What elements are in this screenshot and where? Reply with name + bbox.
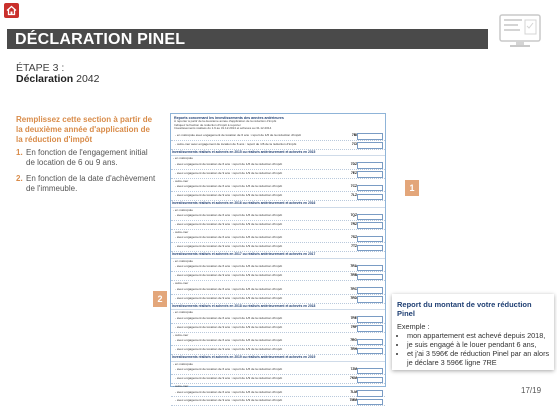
form-section-title: Investissements réalisés et achevés en 2015 ou réalisés antérieurement et achevés en 2015: [171, 150, 385, 157]
amount-input-box[interactable]: [357, 316, 383, 323]
form-group-label: - en métropole: [173, 361, 193, 366]
instructions-intro: Remplissez cette section à partir de la deuxième année d'application de la réduction d'impôt: [16, 115, 153, 144]
form-row-code: 7JM: [350, 367, 357, 372]
form-row: [171, 346, 385, 355]
form-row-code: 7EZ: [350, 170, 357, 175]
form-row-label: - avec engagement de location de 6 ans : report de 1/6 de la réduction d'impôt: [175, 315, 283, 320]
form-subheading: Indiquez la fraction de réduction d'impôt à reporter: [174, 122, 241, 127]
form-row: [171, 389, 385, 398]
form-row-code: 7MM: [349, 398, 357, 403]
amount-input-box[interactable]: [357, 133, 383, 140]
form-row-code: 7LZ: [351, 193, 357, 198]
form-row-code: 7LM: [350, 389, 357, 394]
amount-input-box[interactable]: [357, 339, 383, 346]
form-row: [171, 132, 385, 141]
instructions-list: [16, 148, 156, 200]
form-row: [171, 234, 385, 243]
amount-input-box[interactable]: [357, 287, 383, 294]
form-row: [171, 295, 385, 304]
form-row-label: - avec engagement de location de 9 ans : report de 1/9 de la réduction d'impôt: [175, 347, 283, 352]
form-row: [171, 397, 385, 406]
list-item: [16, 174, 156, 194]
list-item-number: 1.: [16, 148, 23, 157]
form-row: [171, 161, 385, 170]
page-title: DÉCLARATION PINEL: [15, 31, 186, 48]
form-row: [171, 286, 385, 295]
form-group-label: - outre-mer: [173, 332, 189, 337]
form-row: [171, 337, 385, 346]
amount-input-box[interactable]: [357, 390, 383, 397]
callout-intro: Exemple :: [397, 322, 430, 331]
page-number: 17/19: [521, 386, 542, 395]
form-section-title: Investissements réalisés et achevés en 2017 ou réalisés antérieurement et achevés en 2017: [171, 252, 385, 259]
form-group-label: - outre-mer: [173, 178, 189, 183]
amount-input-box[interactable]: [357, 171, 383, 178]
callout-bullet: • et j'ai 3 596€ de réduction Pinel par an alors je déclare 3 596€ ligne 7RE: [407, 349, 550, 367]
form-row-label: - avec engagement de location de 6 ans : report de 1/6 de la réduction d'impôt: [175, 213, 283, 218]
callout-bullet: • mon appartement est achevé depuis 2018,: [407, 331, 550, 340]
list-item: [16, 148, 156, 168]
form-section-title: Investissements réalisés et achevés en 2019 ou réalisés antérieurement et achevés en 2019: [171, 355, 385, 362]
form-row-code: 7RA: [350, 264, 357, 269]
home-logo-icon[interactable]: [4, 3, 19, 18]
form-heading: Reports concernant les investissements des années antérieures: [174, 116, 284, 120]
form-row-code: 7RB: [350, 273, 357, 278]
form-group-label: - outre-mer: [173, 383, 189, 388]
form-row-code: 7BI: [351, 132, 357, 137]
step-badge-2: 2: [153, 291, 167, 307]
form-section-title: Investissements réalisés et achevés en 2018 ou réalisés antérieurement et achevés en 2018: [171, 304, 385, 311]
list-item-number: 2.: [16, 174, 23, 183]
form-row-label: - avec engagement de location de 9 ans : report de 1/9 de la réduction d'impôt: [175, 398, 283, 403]
form-row-code: 7RZ: [350, 221, 357, 226]
amount-input-box[interactable]: [357, 274, 383, 281]
form-row: [171, 263, 385, 272]
form-row-code: 7RE: [350, 315, 357, 320]
form-row: [171, 212, 385, 221]
form-row-label: - avec engagement de location de 9 ans : report de 1/9 de la réduction d'impôt: [175, 170, 283, 175]
form-row-label: - avec engagement de location de 9 ans : report de 1/9 de la réduction d'impôt: [175, 193, 283, 198]
tax-form-2042: [170, 113, 386, 403]
step-year: 2042: [76, 73, 100, 85]
form-row-code: 7SZ: [350, 235, 357, 240]
callout-list: [397, 331, 550, 367]
form-row-code: 7KM: [350, 376, 357, 381]
form-row-label: - avec engagement de location de 6 ans : report de 1/6 de la réduction d'impôt: [175, 264, 283, 269]
form-row-code: 7RD: [350, 295, 357, 300]
amount-input-box[interactable]: [357, 368, 383, 375]
list-item-text: En fonction de l'engagement initial de location de 6 ou 9 ans.: [26, 148, 148, 167]
form-group-label: - en métropole: [173, 156, 193, 161]
form-row-code: 7RC: [350, 286, 357, 291]
step-subtitle: [16, 73, 99, 85]
form-section-title: Investissements réalisés et achevés en 2016 ou réalisés antérieurement et achevés en 2016: [171, 201, 385, 208]
form-row: [171, 366, 385, 375]
form-row: [171, 375, 385, 384]
form-row: [171, 221, 385, 230]
form-subheading: Investissements réalisés du 1.9 au 31.12.2014 et achevés au 31.12.2014: [174, 126, 272, 131]
form-row-label: - avec engagement de location de 6 ans : report de 1/6 de la réduction d'impôt: [175, 184, 283, 189]
form-row-code: 7CI: [351, 141, 357, 146]
form-row-code: 7DZ: [350, 161, 357, 166]
form-row-code: 7TZ: [351, 244, 357, 249]
form-row-label: - avec engagement de location de 6 ans : report de 1/6 de la réduction d'impôt: [175, 161, 283, 166]
example-callout: [392, 294, 554, 370]
form-row-label: - avec engagement de location de 6 ans : report de 1/6 de la réduction d'impôt: [175, 338, 283, 343]
form-row-code: 7QZ: [350, 213, 357, 218]
form-row-label: - en métropole avec engagement de location de 6 ans : report de 1/6 de la réduction d'impôt: [175, 132, 301, 137]
form-group-label: - en métropole: [173, 207, 193, 212]
form-row: [171, 243, 385, 252]
step-badge-1: 1: [405, 180, 419, 196]
amount-input-box[interactable]: [357, 236, 383, 243]
form-row-label: - avec engagement de location de 9 ans : report de 1/9 de la réduction d'impôt: [175, 376, 283, 381]
form-row: [171, 272, 385, 281]
step-subtitle-bold: Déclaration: [16, 73, 74, 85]
form-row-label: - avec engagement de location de 9 ans : report de 1/9 de la réduction d'impôt: [175, 273, 283, 278]
amount-input-box[interactable]: [357, 325, 383, 332]
form-row: [171, 192, 385, 201]
amount-input-box[interactable]: [357, 185, 383, 192]
form-row-label: - avec engagement de location de 9 ans : report de 1/9 de la réduction d'impôt: [175, 324, 283, 329]
form-row-label: - avec engagement de location de 9 ans : report de 1/9 de la réduction d'impôt: [175, 244, 283, 249]
callout-body: [392, 320, 554, 367]
amount-input-box[interactable]: [357, 399, 383, 406]
form-row-label: - avec engagement de location de 9 ans : report de 1/9 de la réduction d'impôt: [175, 221, 283, 226]
form-body: [171, 132, 385, 406]
form-row: [171, 315, 385, 324]
amount-input-box[interactable]: [357, 214, 383, 221]
callout-bullet: • je suis engagé à le louer pendant 6 ans,: [407, 340, 550, 349]
form-group-label: - outre-mer: [173, 281, 189, 286]
form-row-label: - avec engagement de location de 9 ans : report de 1/9 de la réduction d'impôt: [175, 295, 283, 300]
amount-input-box[interactable]: [357, 348, 383, 355]
amount-input-box[interactable]: [357, 296, 383, 303]
amount-input-box[interactable]: [357, 162, 383, 169]
amount-input-box[interactable]: [357, 377, 383, 384]
form-row: [171, 183, 385, 192]
form-row-label: - avec engagement de location de 6 ans : report de 1/6 de la réduction d'impôt: [175, 286, 283, 291]
form-row-label: - outre-mer avec engagement de location de 6 ans : report de 1/6 de la réduction d'impôt: [175, 141, 297, 146]
form-row-label: - avec engagement de location de 6 ans : report de 1/6 de la réduction d'impôt: [175, 235, 283, 240]
form-group-label: - en métropole: [173, 310, 193, 315]
form-row-code: 7RG: [350, 338, 357, 343]
form-row-label: - avec engagement de location de 6 ans : report de 1/6 de la réduction d'impôt: [175, 367, 283, 372]
callout-title: Report du montant de votre réduction Pinel: [397, 300, 532, 318]
amount-input-box[interactable]: [357, 142, 383, 149]
form-subheading: À reporter à partir de la deuxième année d'application de la réduction d'impôt: [174, 119, 277, 123]
form-row: [171, 141, 385, 150]
form-group-label: - outre-mer: [173, 229, 189, 234]
list-item-text: En fonction de la date d'achèvement de l'immeuble.: [26, 174, 156, 193]
amount-input-box[interactable]: [357, 265, 383, 272]
form-row-code: 7RF: [350, 324, 357, 329]
form-row: [171, 324, 385, 333]
form-row-label: - avec engagement de location de 6 ans : report de 1/6 de la réduction d'impôt: [175, 389, 283, 394]
form-row: [171, 170, 385, 179]
amount-input-box[interactable]: [357, 194, 383, 201]
monitor-form-icon: [497, 13, 543, 49]
form-row-code: 7RH: [350, 347, 357, 352]
step-label: ÉTAPE 3 :: [16, 62, 65, 74]
form-row-code: 7CZ: [350, 184, 357, 189]
amount-input-box[interactable]: [357, 245, 383, 252]
form-group-label: - en métropole: [173, 258, 193, 263]
amount-input-box[interactable]: [357, 222, 383, 229]
